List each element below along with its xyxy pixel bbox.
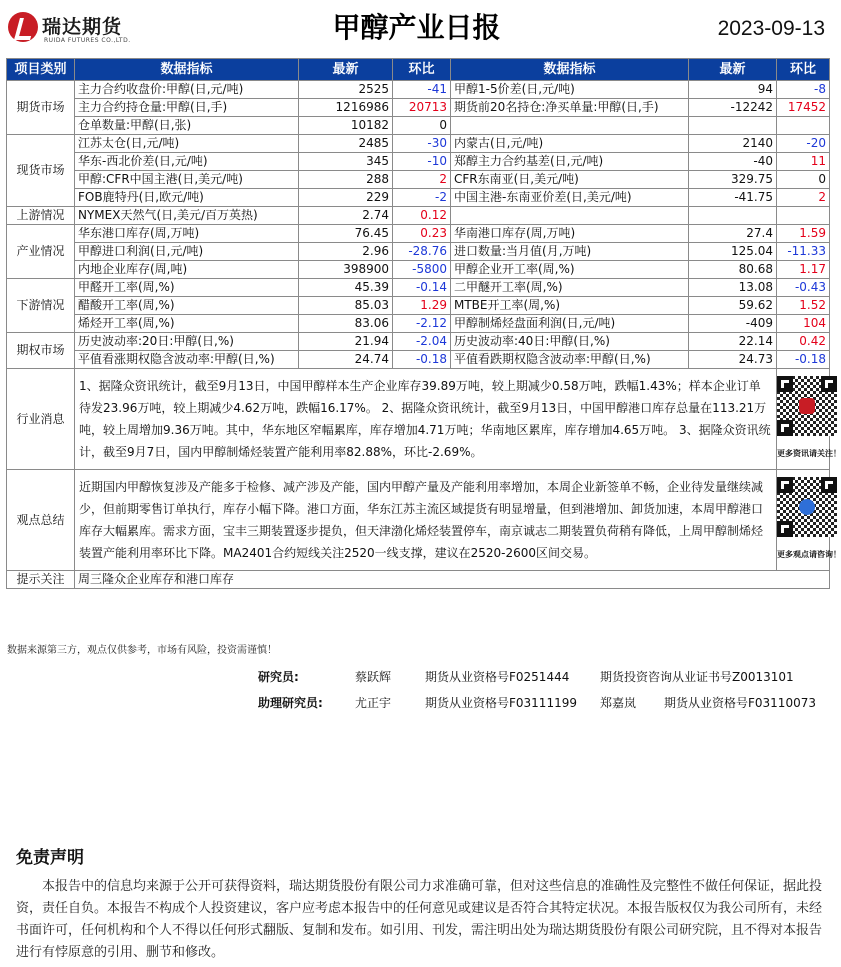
latest-value-cell: 229: [299, 189, 393, 207]
latest-value-cell: 85.03: [299, 297, 393, 315]
category-cell: 期货市场: [7, 81, 75, 135]
latest-value-cell: 10182: [299, 117, 393, 135]
latest-value-cell: -40: [689, 153, 777, 171]
qr-corner-icon: [777, 477, 793, 493]
assistant-row: [0, 694, 833, 714]
header-change-left: 环比: [393, 59, 451, 81]
latest-value-cell: 21.94: [299, 333, 393, 351]
indicator-name-cell: 江苏太仓(日,元/吨): [75, 135, 299, 153]
change-value-cell: 0: [777, 171, 830, 189]
header-indicator-left: 数据指标: [75, 59, 299, 81]
latest-value-cell: 13.08: [689, 279, 777, 297]
assistant-cert-2: 期货从业资格号F03110073: [664, 696, 816, 710]
latest-value-cell: 27.4: [689, 225, 777, 243]
tip-category: 提示关注: [7, 571, 75, 589]
researcher-name: 蔡跃辉: [355, 670, 392, 684]
qr-corner-icon: [777, 521, 793, 537]
change-value-cell: -8: [777, 81, 830, 99]
change-value-cell: -11.33: [777, 243, 830, 261]
indicator-name-cell: 华东港口库存(周,万吨): [75, 225, 299, 243]
change-value-cell: -2.04: [393, 333, 451, 351]
latest-value-cell: -409: [689, 315, 777, 333]
change-value-cell: -2.12: [393, 315, 451, 333]
indicator-name-cell: 历史波动率:40日:甲醇(日,%): [451, 333, 689, 351]
change-value-cell: 0.23: [393, 225, 451, 243]
researcher-label: 研究员:: [258, 670, 299, 684]
change-value-cell: 20713: [393, 99, 451, 117]
table-row: [7, 315, 830, 333]
header-category: 项目类别: [7, 59, 75, 81]
qr-corner-icon: [777, 420, 793, 436]
indicator-name-cell: 醋酸开工率(周,%): [75, 297, 299, 315]
assistant-cert-1: 期货从业资格号F03111199: [425, 696, 577, 710]
table-row: [7, 207, 830, 225]
category-cell: 上游情况: [7, 207, 75, 225]
latest-value-cell: 125.04: [689, 243, 777, 261]
indicator-name-cell: [451, 207, 689, 225]
latest-value-cell: 1216986: [299, 99, 393, 117]
indicator-name-cell: NYMEX天然气(日,美元/百万英热): [75, 207, 299, 225]
table-row: [7, 117, 830, 135]
qr-corner-icon: [821, 376, 837, 392]
indicator-name-cell: 甲醇进口利润(日,元/吨): [75, 243, 299, 261]
latest-value-cell: 24.73: [689, 351, 777, 369]
indicator-name-cell: 甲醇企业开工率(周,%): [451, 261, 689, 279]
change-value-cell: -10: [393, 153, 451, 171]
news-category: 行业消息: [7, 369, 75, 470]
change-value-cell: -20: [777, 135, 830, 153]
latest-value-cell: 45.39: [299, 279, 393, 297]
indicator-name-cell: 进口数量:当月值(月,万吨): [451, 243, 689, 261]
report-header: [0, 0, 833, 56]
change-value-cell: -0.43: [777, 279, 830, 297]
table-row: [7, 279, 830, 297]
logo-english-name: RUIDA FUTURES CO.,LTD.: [44, 37, 131, 44]
latest-value-cell: 94: [689, 81, 777, 99]
view-text: 近期国内甲醇恢复涉及产能多于检修、减产涉及产能，国内甲醇产量及产能利用率增加，本周企业新签单不畅，企业待发量继续减少，但前期零售订单执行，库存小幅下降。港口方面，华东江苏主流区域提货有明显增量，但到港增加、卸货加速，本周甲醇港口库存大幅累库。需求方面，宝丰三期装置逐步提负，但天津渤化烯烃装置停车，南京诚志二期装置负荷稍有降低，上周甲醇制烯烃装置产能利用率环比下降。MA2401合约短线关注2520一线支撑，建议在2520-2600区间交易。: [75, 470, 777, 571]
view-qr-cell: [777, 470, 841, 571]
change-value-cell: 17452: [777, 99, 830, 117]
change-value-cell: -30: [393, 135, 451, 153]
latest-value-cell: 76.45: [299, 225, 393, 243]
change-value-cell: 104: [777, 315, 830, 333]
indicator-name-cell: [451, 117, 689, 135]
report-date: 2023-09-13: [717, 17, 825, 40]
table-row: [7, 171, 830, 189]
table-row: [7, 189, 830, 207]
table-row: [7, 297, 830, 315]
table-row: [7, 153, 830, 171]
disclaimer-text: 本报告中的信息均来源于公开可获得资料，瑞达期货股份有限公司力求准确可靠，但对这些信息的准确性及完整性不做任何保证，据此投资，责任自负。本报告不构成个人投资建议，客户应考虑本报告中的任何意见或建议是否符合其特定状况。本报告版权仅为我公司所有，未经书面许可，任何机构和个人不得以任何形式翻版、复制和发布。如引用、刊发，需注明出处为瑞达期货股份有限公司研究院，且不得对本报告进行有悖原意的引用、删节和修改。: [16, 879, 823, 960]
latest-value-cell: 59.62: [689, 297, 777, 315]
indicator-name-cell: 甲醇制烯烃盘面利润(日,元/吨): [451, 315, 689, 333]
indicator-name-cell: 平值看跌期权隐含波动率:甲醇(日,%): [451, 351, 689, 369]
news-text: 1、据隆众资讯统计，截至9月13日，中国甲醇样本生产企业库存39.89万吨，较上期减少0.58万吨，跌幅1.43%；样本企业订单待发23.96万吨，较上期减少4.62万吨，跌幅16.17%。 2、据隆众资讯统计，截至9月13日，中国甲醇港口库存总量在113.21万吨，较上周增加9.36万吨。其中，华东地区窄幅累库，库存增加4.71万吨；华南地区累库，库存增加4.65万吨。 3、据隆众资讯统计，截至9月7日，国内甲醇制烯烃装置产能利用率82.88%，环比-2.69%。: [75, 369, 777, 470]
qr-code-icon: [777, 477, 837, 537]
latest-value-cell: 80.68: [689, 261, 777, 279]
category-cell: 现货市场: [7, 135, 75, 207]
latest-value-cell: 329.75: [689, 171, 777, 189]
latest-value-cell: [689, 207, 777, 225]
qr-center-logo-icon: [799, 398, 815, 414]
view-category: 观点总结: [7, 470, 75, 571]
table-row: [7, 81, 830, 99]
indicator-name-cell: 甲醇:CFR中国主港(日,美元/吨): [75, 171, 299, 189]
change-value-cell: 0.12: [393, 207, 451, 225]
latest-value-cell: 398900: [299, 261, 393, 279]
latest-value-cell: 2140: [689, 135, 777, 153]
latest-value-cell: 24.74: [299, 351, 393, 369]
view-qr-caption: 更多观点请咨询！: [777, 550, 841, 559]
header-latest-right: 最新: [689, 59, 777, 81]
change-value-cell: 1.17: [777, 261, 830, 279]
category-cell: 下游情况: [7, 279, 75, 333]
indicator-name-cell: 主力合约持仓量:甲醇(日,手): [75, 99, 299, 117]
latest-value-cell: 2485: [299, 135, 393, 153]
change-value-cell: -0.14: [393, 279, 451, 297]
header-indicator-right: 数据指标: [451, 59, 689, 81]
header-change-right: 环比: [777, 59, 830, 81]
change-value-cell: 11: [777, 153, 830, 171]
indicator-name-cell: FOB鹿特丹(日,欧元/吨): [75, 189, 299, 207]
category-cell: 期权市场: [7, 333, 75, 369]
indicator-name-cell: 中国主港-东南亚价差(日,美元/吨): [451, 189, 689, 207]
indicator-name-cell: 甲醇1-5价差(日,元/吨): [451, 81, 689, 99]
change-value-cell: 1.29: [393, 297, 451, 315]
logo-chinese-name: 瑞达期货: [42, 16, 123, 38]
change-value-cell: -2: [393, 189, 451, 207]
latest-value-cell: 2.96: [299, 243, 393, 261]
tip-row: [7, 571, 830, 589]
indicator-name-cell: 甲醛开工率(周,%): [75, 279, 299, 297]
indicator-name-cell: 仓单数量:甲醇(日,张): [75, 117, 299, 135]
change-value-cell: 2: [393, 171, 451, 189]
change-value-cell: -0.18: [777, 351, 830, 369]
indicator-name-cell: 内蒙古(日,元/吨): [451, 135, 689, 153]
latest-value-cell: -12242: [689, 99, 777, 117]
data-table: [6, 58, 841, 589]
qr-center-logo-icon: [799, 499, 815, 515]
qr-corner-icon: [821, 477, 837, 493]
change-value-cell: 1.59: [777, 225, 830, 243]
indicator-name-cell: 期货前20名持仓:净买单量:甲醇(日,手): [451, 99, 689, 117]
source-note: 数据来源第三方，观点仅供参考，市场有风险，投资需谨慎！: [7, 645, 277, 656]
indicator-name-cell: 华南港口库存(周,万吨): [451, 225, 689, 243]
tip-text: 周三隆众企业库存和港口库存: [75, 571, 830, 589]
table-row: [7, 225, 830, 243]
latest-value-cell: 288: [299, 171, 393, 189]
change-value-cell: -41: [393, 81, 451, 99]
category-cell: 产业情况: [7, 225, 75, 279]
qr-code-icon: [777, 376, 837, 436]
table-row: [7, 351, 830, 369]
table-body: [7, 81, 841, 589]
latest-value-cell: 2525: [299, 81, 393, 99]
news-qr-cell: [777, 369, 841, 470]
change-value-cell: 1.52: [777, 297, 830, 315]
change-value-cell: 2: [777, 189, 830, 207]
indicator-name-cell: 郑醇主力合约基差(日,元/吨): [451, 153, 689, 171]
indicator-name-cell: CFR东南亚(日,美元/吨): [451, 171, 689, 189]
indicator-name-cell: 华东-西北价差(日,元/吨): [75, 153, 299, 171]
news-qr-caption: 更多资讯请关注！: [777, 449, 841, 458]
assistant-label: 助理研究员:: [258, 696, 323, 710]
indicator-name-cell: 二甲醚开工率(周,%): [451, 279, 689, 297]
latest-value-cell: -41.75: [689, 189, 777, 207]
latest-value-cell: 83.06: [299, 315, 393, 333]
indicator-name-cell: 平值看涨期权隐含波动率:甲醇(日,%): [75, 351, 299, 369]
qr-corner-icon: [777, 376, 793, 392]
researcher-row: [0, 668, 833, 688]
table-row: [7, 243, 830, 261]
table-row: [7, 333, 830, 351]
indicator-name-cell: 历史波动率:20日:甲醇(日,%): [75, 333, 299, 351]
view-row: [7, 470, 830, 571]
assistant-name-1: 尤正宇: [355, 696, 392, 710]
indicator-name-cell: MTBE开工率(周,%): [451, 297, 689, 315]
indicator-name-cell: 主力合约收盘价:甲醇(日,元/吨): [75, 81, 299, 99]
indicator-name-cell: 烯烃开工率(周,%): [75, 315, 299, 333]
change-value-cell: -28.76: [393, 243, 451, 261]
change-value-cell: -5800: [393, 261, 451, 279]
change-value-cell: 0: [393, 117, 451, 135]
change-value-cell: [777, 117, 830, 135]
change-value-cell: [777, 207, 830, 225]
latest-value-cell: 2.74: [299, 207, 393, 225]
table-row: [7, 261, 830, 279]
researcher-cert: 期货从业资格号F0251444: [425, 670, 570, 684]
indicator-name-cell: 内地企业库存(周,吨): [75, 261, 299, 279]
latest-value-cell: 22.14: [689, 333, 777, 351]
change-value-cell: -0.18: [393, 351, 451, 369]
latest-value-cell: [689, 117, 777, 135]
change-value-cell: 0.42: [777, 333, 830, 351]
disclaimer-title: 免责声明: [16, 848, 84, 868]
table-header-row: [7, 59, 830, 81]
researcher-advisory-cert: 期货投资咨询从业证书号Z0013101: [600, 670, 794, 684]
header-latest-left: 最新: [299, 59, 393, 81]
table-row: [7, 135, 830, 153]
table-row: [7, 99, 830, 117]
latest-value-cell: 345: [299, 153, 393, 171]
news-row: [7, 369, 830, 470]
assistant-name-2: 郑嘉岚: [600, 696, 637, 710]
report-title: 甲醇产业日报: [332, 11, 501, 44]
